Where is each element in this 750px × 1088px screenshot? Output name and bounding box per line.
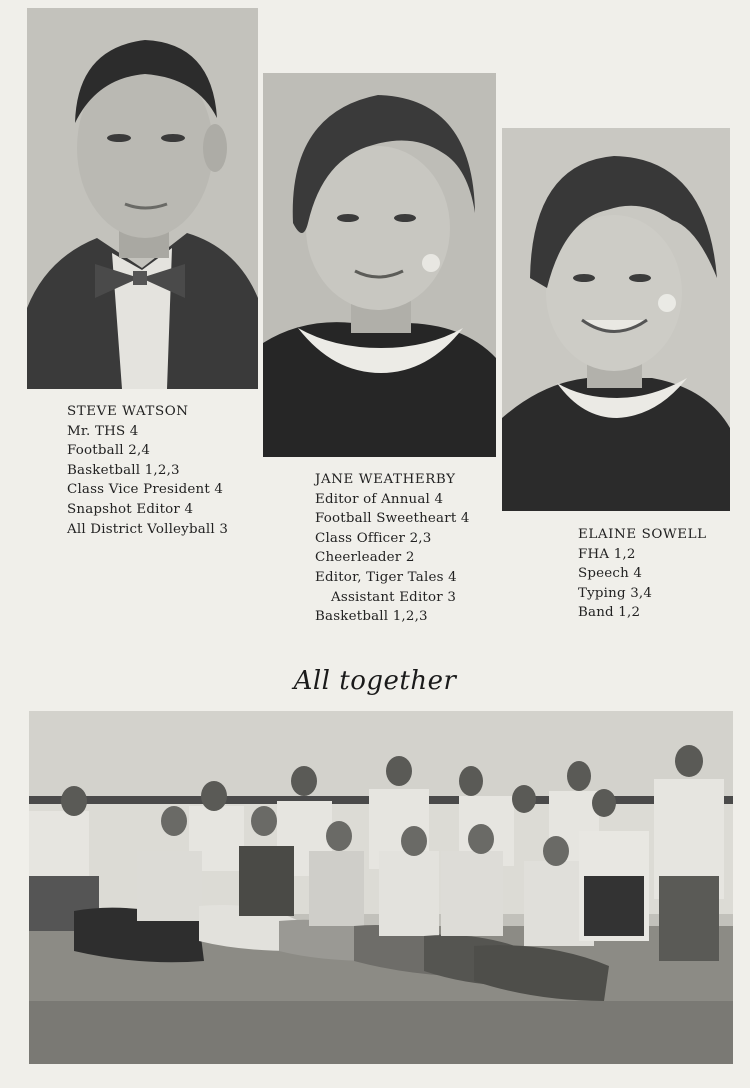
- activity: Basketball 1,2,3: [67, 462, 180, 478]
- activity: Snapshot Editor 4: [67, 501, 194, 517]
- activity: Typing 3,4: [578, 585, 653, 601]
- caption-elaine-sowell: [578, 525, 707, 623]
- activity: Speech 4: [578, 566, 643, 582]
- student-name: ELAINE SOWELL: [578, 527, 707, 542]
- activity: Class Vice President 4: [67, 482, 224, 498]
- activity: Football 2,4: [67, 443, 151, 459]
- caption-jane-weatherby: [315, 470, 470, 627]
- activity: Cheerleader 2: [315, 550, 415, 566]
- activity: All District Volleyball 3: [67, 521, 229, 537]
- portrait-image: [27, 8, 258, 389]
- portrait-photo-steve-watson: [27, 8, 258, 389]
- activity: Basketball 1,2,3: [315, 609, 428, 625]
- activity: Band 1,2: [578, 605, 641, 621]
- portrait-image: [263, 73, 496, 457]
- activity: Editor of Annual 4: [315, 491, 444, 507]
- student-name: JANE WEATHERBY: [315, 472, 456, 487]
- group-photo-image: [29, 711, 733, 1064]
- group-photo: [29, 711, 733, 1064]
- activity: Football Sweetheart 4: [315, 511, 470, 527]
- portrait-photo-elaine-sowell: [502, 128, 730, 511]
- student-name: STEVE WATSON: [67, 404, 189, 419]
- activity: Mr. THS 4: [67, 423, 139, 439]
- activity: Assistant Editor 3: [331, 589, 457, 605]
- section-title: All together: [293, 666, 457, 696]
- portrait-image: [502, 128, 730, 511]
- caption-steve-watson: [67, 402, 228, 539]
- portrait-photo-jane-weatherby: [263, 73, 496, 457]
- activity: FHA 1,2: [578, 546, 636, 562]
- activity: Class Officer 2,3: [315, 530, 432, 546]
- activity: Editor, Tiger Tales 4: [315, 569, 457, 585]
